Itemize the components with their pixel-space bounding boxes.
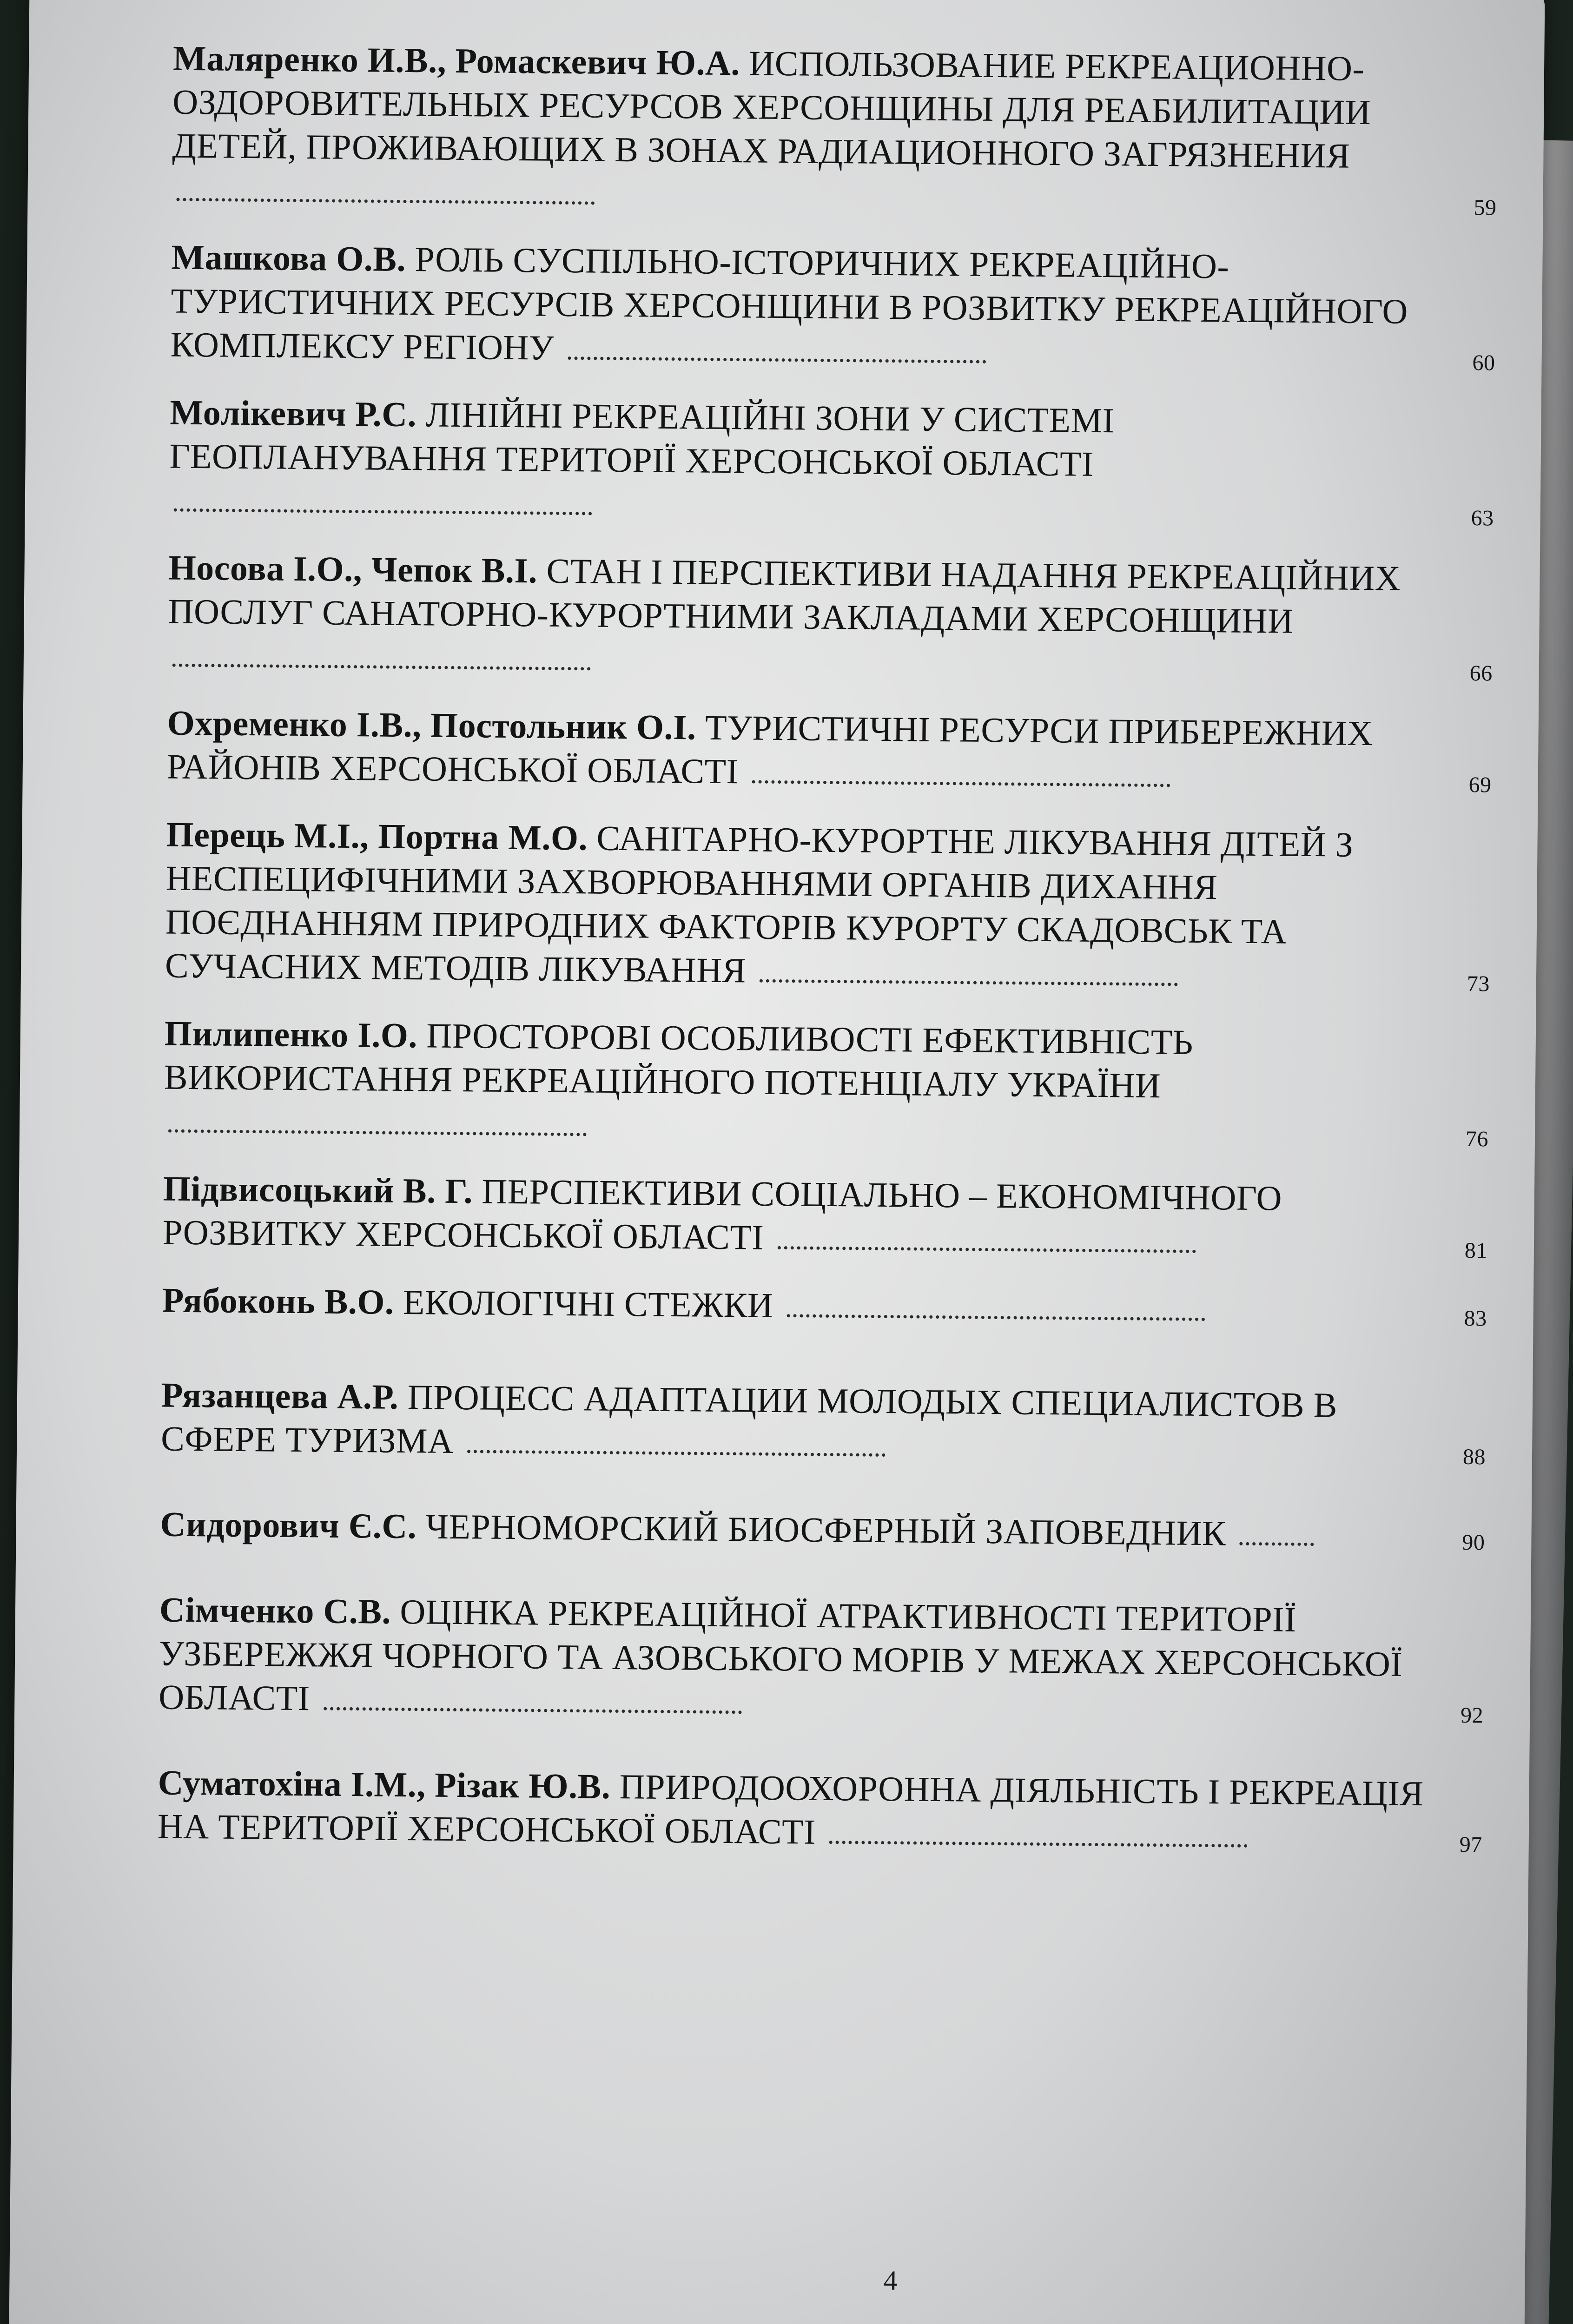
entry-authors: Молікевич Р.С. [170,393,417,435]
entry-authors: Рязанцева А.Р. [161,1375,399,1417]
dot-leader [777,1237,1196,1253]
entry-title: ЛІНІЙНІ РЕКРЕАЦІЙНІ ЗОНИ У СИСТЕМІ ГЕОПЛАНУВАННЯ ТЕРИТОРІЇ ХЕРСОНСЬКОЇ ОБЛАСТІ [169,395,1115,484]
dot-leader [760,970,1178,986]
toc-entry [162,1278,1496,1334]
toc-entry [163,1167,1498,1266]
entry-page-number: 88 [1462,1444,1486,1470]
toc-entry [159,1588,1494,1730]
page-footer-number: 4 [883,2265,898,2296]
entry-title: ЕКОЛОГІЧНІ СТЕЖКИ [403,1282,773,1325]
entry-authors: Носова І.О., Чепок В.І. [168,548,538,591]
dot-leader [168,1120,587,1136]
dot-leader [176,189,595,205]
toc-entry [170,236,1505,378]
dot-leader [752,771,1170,787]
toc-entry [160,1502,1494,1558]
entry-title: ТУРИСТИЧНІ РЕСУРСИ ПРИБЕРЕЖНИХ РАЙОНІВ ХЕРСОНСЬКОЇ ОБЛАСТІ [166,708,1373,792]
entry-page-number: 81 [1464,1238,1488,1263]
entry-authors: Сидорович Є.С. [160,1505,417,1546]
toc-entry [161,1373,1496,1472]
entry-authors: Суматохіна І.М., Різак Ю.В. [158,1763,611,1806]
toc-entry [172,37,1507,223]
entry-title: РОЛЬ СУСПІЛЬНО-ІСТОРИЧНИХ РЕКРЕАЦІЙНО-ТУРИСТИЧНИХ РЕСУРСІВ ХЕРСОНЩИНИ В РОЗВИТКУ РЕКРЕАЦІЙНОГО КОМПЛЕКСУ РЕГІОНУ [170,240,1408,368]
entry-authors: Рябоконь В.О. [162,1281,394,1322]
entry-page-number: 73 [1467,971,1490,997]
entry-title: ЧЕРНОМОРСКИЙ БИОСФЕРНЫЙ ЗАПОВЕДНИК [425,1507,1226,1553]
dot-leader [467,1440,886,1457]
dot-leader [1240,1533,1314,1546]
entry-authors: Машкова О.В. [171,238,406,279]
entry-title: ПЕРСПЕКТИВИ СОЦІАЛЬНО – ЕКОНОМІЧНОГО РОЗВИТКУ ХЕРСОНСЬКОЇ ОБЛАСТІ [162,1172,1282,1257]
entry-page-number: 60 [1472,350,1495,376]
entry-authors: Пилипенко І.О. [164,1014,418,1056]
entry-authors: Маляренко И.В., Ромаскевич Ю.А. [172,39,740,83]
entry-page-number: 76 [1465,1126,1489,1152]
toc-entry [168,546,1503,689]
entry-authors: Підвисоцький В. Г. [163,1169,473,1211]
book-page [7,0,1545,2324]
entry-title: ПРОСТОРОВІ ОСОБЛИВОСТІ ЕФЕКТИВНІСТЬ ВИКОРИСТАННЯ РЕКРЕАЦІЙНОГО ПОТЕНЦІАЛУ УКРАЇНИ [164,1016,1194,1106]
entry-page-number: 69 [1468,772,1492,798]
toc-entry [169,391,1504,534]
dot-leader [568,347,986,363]
entry-page-number: 63 [1471,505,1494,531]
entry-title: ИСПОЛЬЗОВАНИЕ РЕКРЕАЦИОННО-ОЗДОРОВИТЕЛЬНЫХ РЕСУРСОВ ХЕРСОНЩИНЫ ДЛЯ РЕАБИЛИТАЦИИ ДЕТЕЙ, ПРОЖИВАЮЩИХ В ЗОНАХ РАДИАЦИОННОГО ЗАГРЯЗНЕНИЯ [172,44,1371,176]
entry-authors: Охременко І.В., Постольник О.І. [167,703,697,747]
table-of-contents [158,37,1507,1860]
toc-entry [158,1761,1493,1860]
entry-authors: Сімченко С.В. [159,1590,391,1631]
entry-page-number: 83 [1464,1306,1487,1331]
dot-leader [174,499,592,515]
entry-title: СТАН І ПЕРСПЕКТИВИ НАДАННЯ РЕКРЕАЦІЙНИХ ПОСЛУГ САНАТОРНО-КУРОРТНИМИ ЗАКЛАДАМИ ХЕРСОНЩИНИ [168,551,1401,641]
toc-entry [164,1011,1499,1154]
entry-page-number: 59 [1474,195,1497,220]
entry-title: САНІТАРНО-КУРОРТНЕ ЛІКУВАННЯ ДІТЕЙ З НЕСПЕЦИФІЧНИМИ ЗАХВОРЮВАННЯМИ ОРГАНІВ ДИХАННЯ ПОЄДНАННЯМ ПРИРОДНИХ ФАКТОРІВ КУРОРТУ СКАДОВСЬК ТА СУЧАСНИХ МЕТОДІВ ЛІКУВАННЯ [165,819,1354,990]
entry-authors: Перець М.І., Портна М.О. [166,815,588,858]
entry-title: ОЦІНКА РЕКРЕАЦІЙНОЇ АТРАКТИВНОСТІ ТЕРИТОРІЇ УЗБЕРЕЖЖЯ ЧОРНОГО ТА АЗОВСЬКОГО МОРІВ У МЕЖАХ ХЕРСОНСЬКОЇ ОБЛАСТІ [159,1592,1403,1718]
entry-page-number: 92 [1460,1703,1484,1728]
dot-leader [172,654,591,671]
dot-leader [829,1831,1248,1848]
toc-entry [165,813,1500,999]
entry-title: ПРОЦЕСС АДАПТАЦИИ МОЛОДЫХ СПЕЦИАЛИСТОВ В СФЕРЕ ТУРИЗМА [160,1378,1338,1461]
entry-page-number: 90 [1462,1530,1485,1555]
entry-page-number: 66 [1469,660,1493,686]
dot-leader [324,1698,742,1714]
dot-leader [787,1305,1205,1321]
entry-title: ПРИРОДООХОРОННА ДІЯЛЬНІСТЬ І РЕКРЕАЦІЯ НА ТЕРИТОРІЇ ХЕРСОНСЬКОЇ ОБЛАСТІ [157,1767,1424,1852]
entry-page-number: 97 [1459,1832,1482,1857]
toc-entry [166,701,1501,800]
